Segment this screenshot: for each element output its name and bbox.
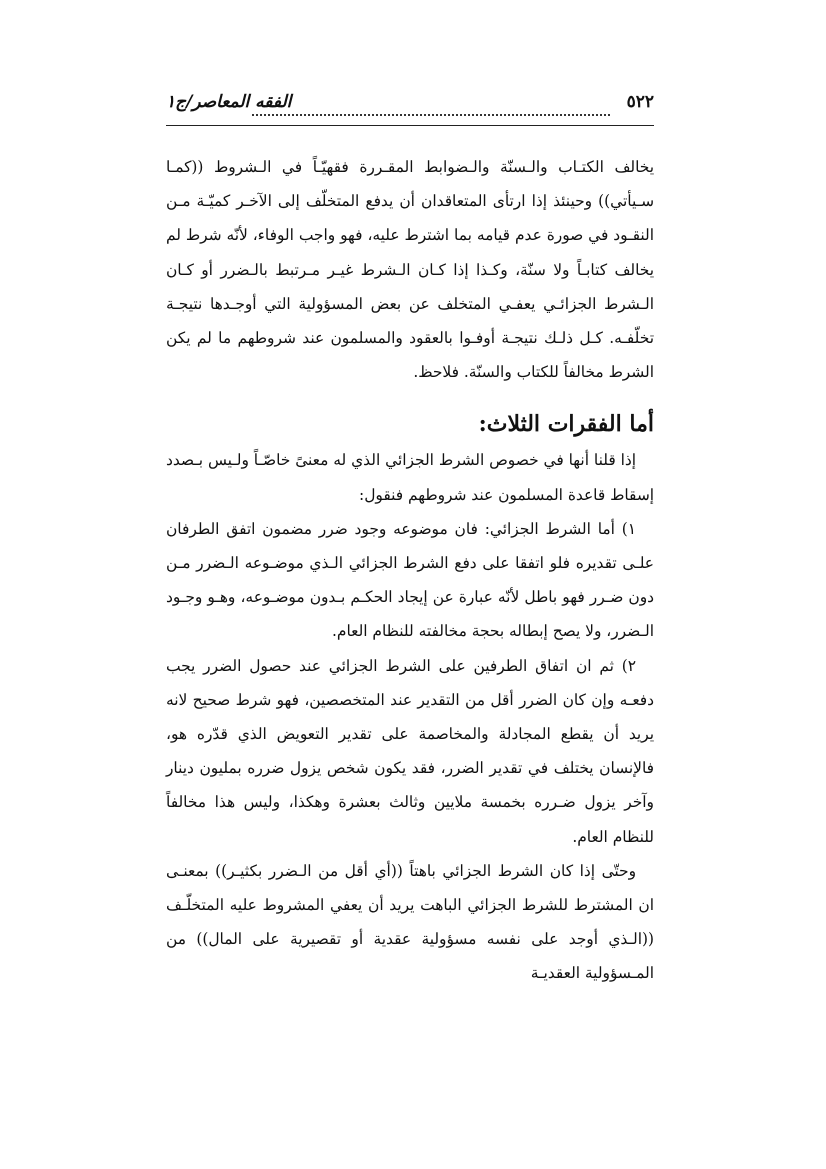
header-rule (166, 125, 654, 126)
running-title: الفقه المعاصر/ج١ (166, 92, 292, 112)
paragraph-final: وحتّى إذا كان الشرط الجزائي باهتاً ((أي أقل من الـضرر بكثيـر)) بمعنـى ان المشترط للشرط الجزائي الباهت يريد أن يعفي المشروط عليه المتخلّـف ((الـذي أوجد على نفسه مسؤولية عقدية أو تقصيرية على المال)) من المـسؤولية العقديـة (166, 861, 654, 983)
page-header (166, 92, 654, 128)
paragraph-intro: يخالف الكتـاب والـسنّة والـضوابط المقـررة فقهيّـاً في الـشروط ((كمـا سـيأتي)) وحينئذ إذا ارتأى المتعاقدان أن يدفع المتخلّف إلى الآخـر كميّـة مـن النقـود في صورة عدم قيامه بما اشترط عليه، فهو واجب الوفاء، لأنّه شرط لم يخالف كتابـاً ولا سنّة، وكـذا إذا كـان الـشرط غيـر مـرتبط بالـضرر أو كـان الـشرط الجزائـي يعفـي المتخلف عن بعض المسؤولية التي أوجـدها نتيجـة تخلّفـه. كـل ذلـك نتيجـة أوفـوا بالعقود والمسلمون عند شروطهم ما لم يكن الشرط مخالفاً للكتاب والسنّة. فلاحظ. (166, 158, 654, 382)
body-text (166, 150, 654, 991)
paragraph-section-intro: إذا قلنا أنها في خصوص الشرط الجزائي الذي له معنىً خاصّـاً ولـيس بـصدد إسقاط قاعدة المسلمون عند شروطهم فنقول: (166, 451, 654, 504)
section-heading: أما الفقرات الثلاث: (478, 411, 654, 438)
page-number: ٥٢٢ (626, 92, 654, 112)
paragraph-point-2: ٢) ثم ان اتفاق الطرفين على الشرط الجزائي عند حصول الضرر يجب دفعـه وإن كان الضرر أقل من التقدير عند المتخصصين، فهو شرط صحيح لانه يريد أن يقطع المجادلة والمخاصمة على تقدير التعويض الذي قدّره هو، فالإنسان يختلف في تقدير الضرر، فقد يكون شخص يزول ضرره بمليون دينار وآخر يزول ضـرره بخمسة ملايين وثالث بعشرة وهكذا، وليس هذا مخالفاً للنظام العام. (166, 656, 654, 846)
header-dotted-leader (252, 114, 610, 116)
paragraph-point-1: ١) أما الشرط الجزائي: فان موضوعه وجود ضرر مضمون اتفق الطرفان علـى تقديره فلو اتفقا على دفع الشرط الجزائي الـذي موضـوعه الـضرر مـن دون ضـرر فهو باطل لأنّه عبارة عن إيجاد الحكـم بـدون موضـوعه، وهـو وجـود الـضرر، ولا يصح إبطاله بحجة مخالفته للنظام العام. (166, 519, 654, 641)
